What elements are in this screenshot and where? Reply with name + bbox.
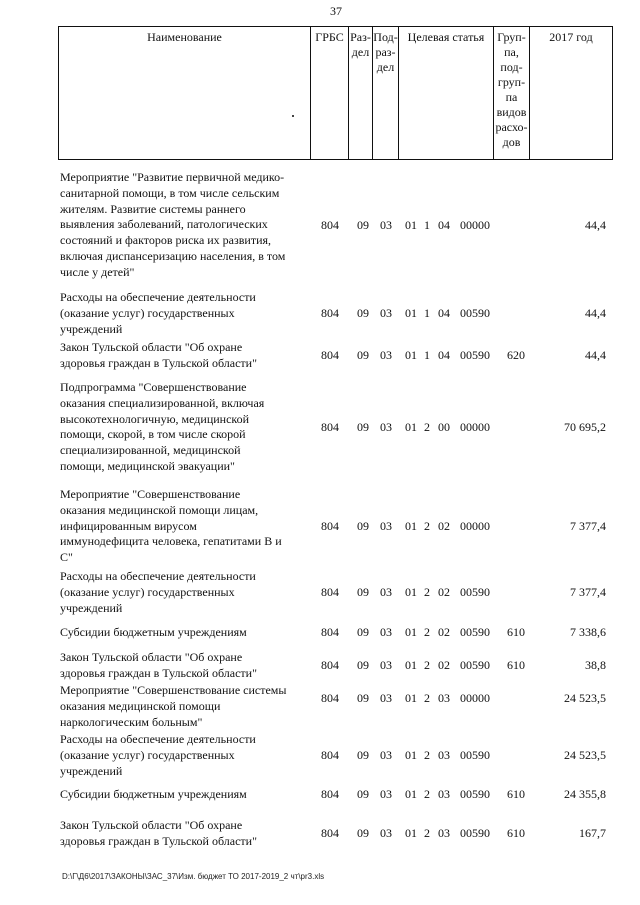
row-amount: 7 338,6 (570, 625, 606, 639)
row-dir: 00590 (460, 658, 490, 672)
row-main: 04 (438, 218, 450, 232)
row-razdel: 09 (357, 691, 369, 705)
row-name: Субсидии бюджетным учреждениям (60, 625, 247, 639)
row-grbs: 804 (321, 348, 339, 362)
row-amount: 167,7 (579, 826, 606, 840)
row-sub: 2 (424, 658, 430, 672)
row-prog: 01 (405, 748, 417, 762)
row-amount: 44,4 (585, 306, 606, 320)
row-podrazdel: 03 (380, 748, 392, 762)
row-podrazdel: 03 (380, 348, 392, 362)
page-number: 37 (330, 4, 342, 18)
row-razdel: 09 (357, 420, 369, 434)
row-sub: 2 (424, 585, 430, 599)
row-group: 610 (507, 787, 525, 801)
row-dir: 00590 (460, 787, 490, 801)
row-podrazdel: 03 (380, 519, 392, 533)
row-prog: 01 (405, 420, 417, 434)
row-dir: 00000 (460, 519, 490, 533)
row-group: 620 (507, 348, 525, 362)
row-main: 00 (438, 420, 450, 434)
row-razdel: 09 (357, 218, 369, 232)
row-name: Субсидии бюджетным учреждениям (60, 787, 247, 801)
row-amount: 24 355,8 (564, 787, 606, 801)
row-amount: 7 377,4 (570, 519, 606, 533)
row-amount: 7 377,4 (570, 585, 606, 599)
header-razdel: Раз- дел (349, 27, 373, 159)
row-main: 02 (438, 519, 450, 533)
row-name: Подпрограмма "Совершенствование оказания специализированной, включая высокотехнологичную, медицинской помощи, скорой, в том числе скорой специализированной, медицинской помощи, медицинской эвакуации" (60, 380, 265, 473)
header-year: 2017 год (530, 27, 613, 159)
file-path-footer: D:\Г\Д6\2017\ЗАКОНЫ\ЗАС_37\Изм. бюджет ТО 2017-2019_2 чт\pr3.xls (62, 872, 325, 881)
row-prog: 01 (405, 519, 417, 533)
row-sub: 1 (424, 218, 430, 232)
row-prog: 01 (405, 691, 417, 705)
row-name: Расходы на обеспечение деятельности (оказание услуг) государственных учреждений (60, 569, 256, 615)
row-grbs: 804 (321, 826, 339, 840)
row-main: 02 (438, 658, 450, 672)
row-prog: 01 (405, 218, 417, 232)
row-dir: 00000 (460, 218, 490, 232)
row-name: Расходы на обеспечение деятельности (оказание услуг) государственных учреждений (60, 732, 256, 778)
row-razdel: 09 (357, 787, 369, 801)
row-prog: 01 (405, 625, 417, 639)
row-prog: 01 (405, 585, 417, 599)
row-prog: 01 (405, 826, 417, 840)
row-sub: 1 (424, 348, 430, 362)
table-header (58, 26, 613, 160)
row-name: Расходы на обеспечение деятельности (оказание услуг) государственных учреждений (60, 290, 256, 336)
row-grbs: 804 (321, 748, 339, 762)
row-prog: 01 (405, 306, 417, 320)
row-dir: 00590 (460, 585, 490, 599)
row-sub: 2 (424, 691, 430, 705)
row-podrazdel: 03 (380, 420, 392, 434)
row-razdel: 09 (357, 585, 369, 599)
row-amount: 24 523,5 (564, 748, 606, 762)
row-dir: 00590 (460, 625, 490, 639)
row-dir: 00590 (460, 826, 490, 840)
header-podrazdel: Под- раз- дел (373, 27, 399, 159)
row-sub: 2 (424, 420, 430, 434)
row-dir: 00590 (460, 306, 490, 320)
row-dir: 00590 (460, 348, 490, 362)
row-name: Закон Тульской области "Об охране здоровья граждан в Тульской области" (60, 650, 257, 680)
row-razdel: 09 (357, 826, 369, 840)
row-dir: 00000 (460, 691, 490, 705)
row-razdel: 09 (357, 348, 369, 362)
row-amount: 44,4 (585, 348, 606, 362)
row-name: Закон Тульской области "Об охране здоровья граждан в Тульской области" (60, 340, 257, 370)
row-razdel: 09 (357, 658, 369, 672)
row-grbs: 804 (321, 585, 339, 599)
row-sub: 2 (424, 748, 430, 762)
row-sub: 2 (424, 787, 430, 801)
row-main: 02 (438, 625, 450, 639)
row-prog: 01 (405, 348, 417, 362)
row-grbs: 804 (321, 787, 339, 801)
row-dir: 00590 (460, 748, 490, 762)
row-podrazdel: 03 (380, 585, 392, 599)
row-name: Мероприятие "Развитие первичной медико- санитарной помощи, в том числе сельским жителям. Развитие системы раннего выявления заболеваний, патологических состояний и факторов риска их развития, включая диспансеризацию населения, в том числе у детей" (60, 170, 286, 279)
row-grbs: 804 (321, 658, 339, 672)
row-sub: 1 (424, 306, 430, 320)
row-amount: 38,8 (585, 658, 606, 672)
row-prog: 01 (405, 787, 417, 801)
row-grbs: 804 (321, 691, 339, 705)
row-main: 03 (438, 787, 450, 801)
row-amount: 44,4 (585, 218, 606, 232)
row-grbs: 804 (321, 420, 339, 434)
header-expense-group: Груп- па, под- груп- па видов расхо- дов (494, 27, 530, 159)
header-grbs: ГРБС (311, 27, 349, 159)
row-podrazdel: 03 (380, 306, 392, 320)
row-razdel: 09 (357, 519, 369, 533)
row-main: 03 (438, 826, 450, 840)
row-main: 04 (438, 306, 450, 320)
row-name: Мероприятие "Совершенствование оказания медицинской помощи лицам, инфицированным вирусом иммунодефицита человека, гепатитами В и С" (60, 487, 282, 565)
row-grbs: 804 (321, 306, 339, 320)
row-podrazdel: 03 (380, 787, 392, 801)
row-grbs: 804 (321, 218, 339, 232)
row-dir: 00000 (460, 420, 490, 434)
row-podrazdel: 03 (380, 625, 392, 639)
row-sub: 2 (424, 519, 430, 533)
row-amount: 24 523,5 (564, 691, 606, 705)
row-grbs: 804 (321, 625, 339, 639)
row-razdel: 09 (357, 625, 369, 639)
row-group: 610 (507, 826, 525, 840)
row-podrazdel: 03 (380, 691, 392, 705)
row-main: 03 (438, 748, 450, 762)
row-amount: 70 695,2 (564, 420, 606, 434)
header-name: Наименование (59, 27, 311, 159)
row-group: 610 (507, 625, 525, 639)
row-podrazdel: 03 (380, 218, 392, 232)
row-name: Мероприятие "Совершенствование системы оказания медицинской помощи наркологическим больным" (60, 683, 287, 729)
row-sub: 2 (424, 625, 430, 639)
row-prog: 01 (405, 658, 417, 672)
row-razdel: 09 (357, 748, 369, 762)
scan-dot (292, 115, 294, 117)
row-grbs: 804 (321, 519, 339, 533)
row-sub: 2 (424, 826, 430, 840)
row-razdel: 09 (357, 306, 369, 320)
header-target-article: Целевая статья (399, 27, 494, 159)
row-main: 03 (438, 691, 450, 705)
row-group: 610 (507, 658, 525, 672)
row-main: 04 (438, 348, 450, 362)
row-name: Закон Тульской области "Об охране здоровья граждан в Тульской области" (60, 818, 257, 848)
row-main: 02 (438, 585, 450, 599)
row-podrazdel: 03 (380, 826, 392, 840)
row-podrazdel: 03 (380, 658, 392, 672)
